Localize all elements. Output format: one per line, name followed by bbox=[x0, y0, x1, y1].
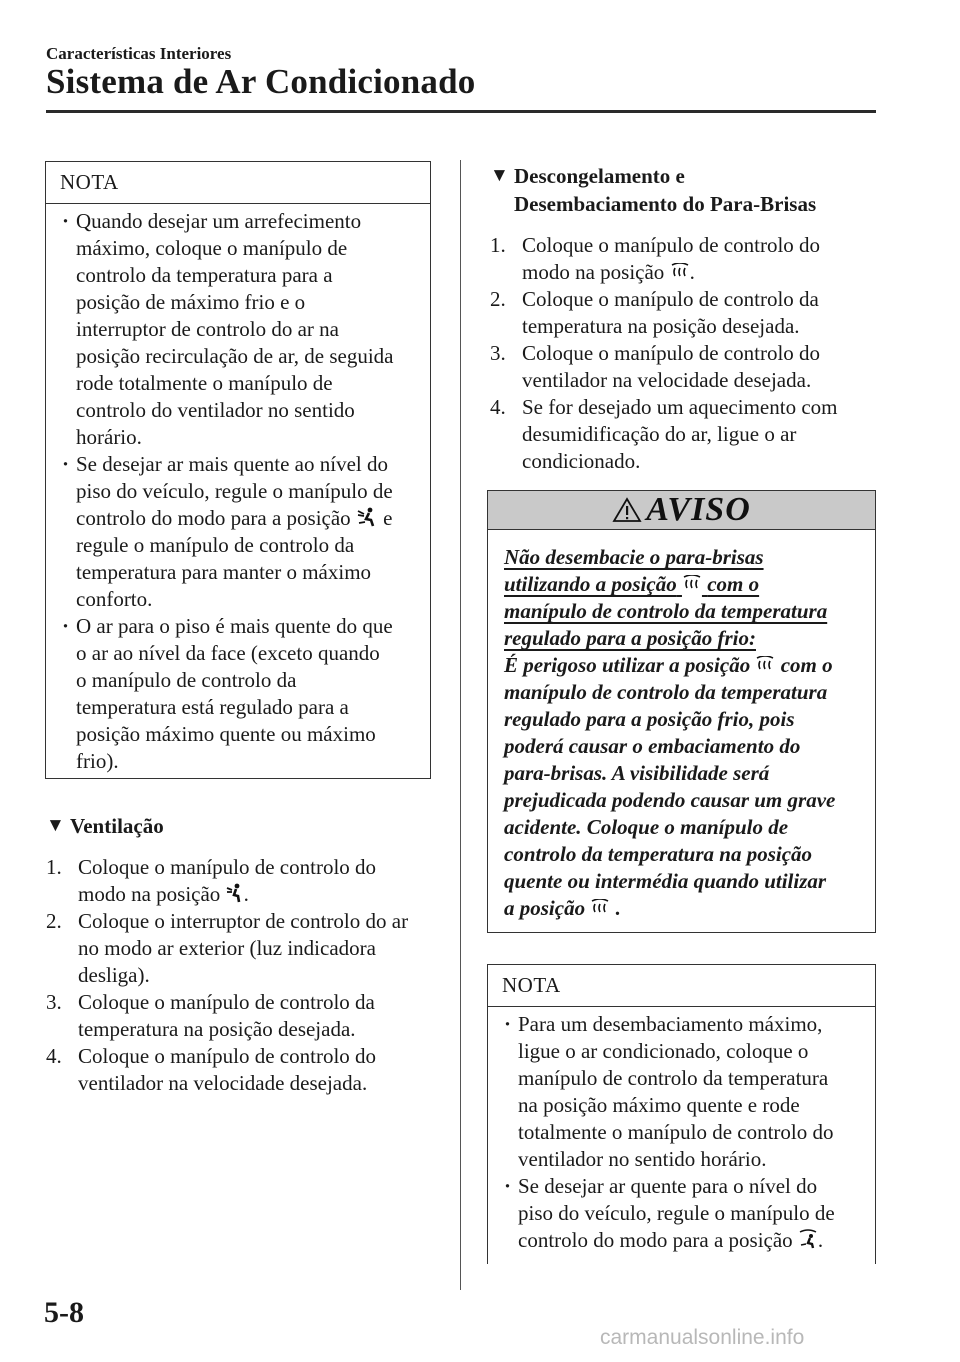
note-bullet: · Quando desejar um arrefecimento máximo, coloque o manípulo de controlo da temperatura para a posição de máximo frio e o interruptor de controlo do ar na posição recirculação de ar, de seguida rode totalmente o manípulo de controlo do ventilador no sentido horário. bbox=[62, 209, 394, 449]
windshield-defrost-icon bbox=[755, 656, 775, 674]
ventilation-section bbox=[46, 812, 446, 1097]
note-bullet: · Se desejar ar mais quente ao nível do piso do veículo, regule o manípulo de controlo do modo para a posição e regule o manípulo de controlo da temperatura para manter o máximo conforto. bbox=[62, 452, 393, 611]
floor-face-mode-icon bbox=[356, 507, 378, 527]
page-number: 5-8 bbox=[44, 1296, 84, 1329]
section-label: Características Interiores bbox=[46, 44, 232, 63]
list-item: 2. Coloque o manípulo de controlo da temperatura na posição desejada. bbox=[490, 287, 819, 338]
triangle-marker-icon: ▼ bbox=[490, 165, 509, 186]
list-item: 4. Se for desejado um aquecimento com desumidificação do ar, ligue o ar condicionado. bbox=[490, 395, 838, 473]
list-item: 1. Coloque o manípulo de controlo do modo na posição . bbox=[490, 233, 821, 284]
windshield-defrost-icon bbox=[670, 263, 690, 281]
header-divider bbox=[46, 110, 876, 113]
section-heading: ▼ Descongelamento e Desembaciamento do Para-Brisas bbox=[490, 164, 817, 216]
note-bullet: · Se desejar ar quente para o nível do piso do veículo, regule o manípulo de controlo do modo para a posição . bbox=[504, 1174, 835, 1252]
note-bullet: · O ar para o piso é mais quente do que o ar ao nível da face (exceto quando o manípulo de controlo da temperatura está regulado para a posição máximo quente ou máximo frio). bbox=[62, 614, 393, 773]
note-title: NOTA bbox=[488, 965, 875, 1007]
note-title: NOTA bbox=[46, 162, 430, 204]
note-box-left bbox=[45, 161, 431, 779]
list-item: 3. Coloque o manípulo de controlo do ventilador na velocidade desejada. bbox=[490, 341, 821, 392]
note-box-right bbox=[487, 964, 876, 1264]
page-title: Sistema de Ar Condicionado bbox=[46, 62, 476, 101]
defrost-section bbox=[490, 162, 880, 475]
warning-box bbox=[487, 490, 876, 933]
warning-triangle-icon bbox=[612, 497, 642, 523]
windshield-defrost-icon bbox=[682, 575, 702, 593]
watermark: carmanualsonline.info bbox=[600, 1326, 805, 1349]
section-heading: ▼ Ventilação bbox=[46, 814, 164, 838]
face-vent-mode-icon bbox=[226, 883, 244, 903]
triangle-marker-icon: ▼ bbox=[46, 815, 65, 836]
warning-title: AVISO bbox=[646, 491, 751, 528]
warning-header bbox=[488, 491, 875, 530]
column-divider bbox=[460, 160, 461, 1290]
floor-defrost-mode-icon bbox=[798, 1229, 818, 1249]
list-item: 2. Coloque o interruptor de controlo do ar no modo ar exterior (luz indicadora desliga). bbox=[46, 909, 409, 987]
list-item: 3. Coloque o manípulo de controlo da temperatura na posição desejada. bbox=[46, 990, 375, 1041]
windshield-defrost-icon bbox=[590, 899, 610, 917]
warning-text: Não desembacie o para-brisas utilizando a posição com o manípulo de controlo da temperatura regulado para a posição frio: É perigoso utilizar a posição com o manípulo de controlo da temperatura regulado para a posição frio, pois poderá causar o embaciamento do para-brisas. A visibilidade será prejudicada podendo causar um grave acidente. Coloque o manípulo de controlo da temperatura na posição quente ou intermédia quando utilizar a posição . bbox=[504, 545, 836, 920]
list-item: 4. Coloque o manípulo de controlo do ventilador na velocidade desejada. bbox=[46, 1044, 377, 1095]
note-bullet: · Para um desembaciamento máximo, ligue o ar condicionado, coloque o manípulo de controlo da temperatura na posição máximo quente e rode totalmente o manípulo de controlo do ventilador no sentido horário. bbox=[504, 1012, 834, 1171]
list-item: 1. Coloque o manípulo de controlo do modo na posição . bbox=[46, 855, 377, 906]
